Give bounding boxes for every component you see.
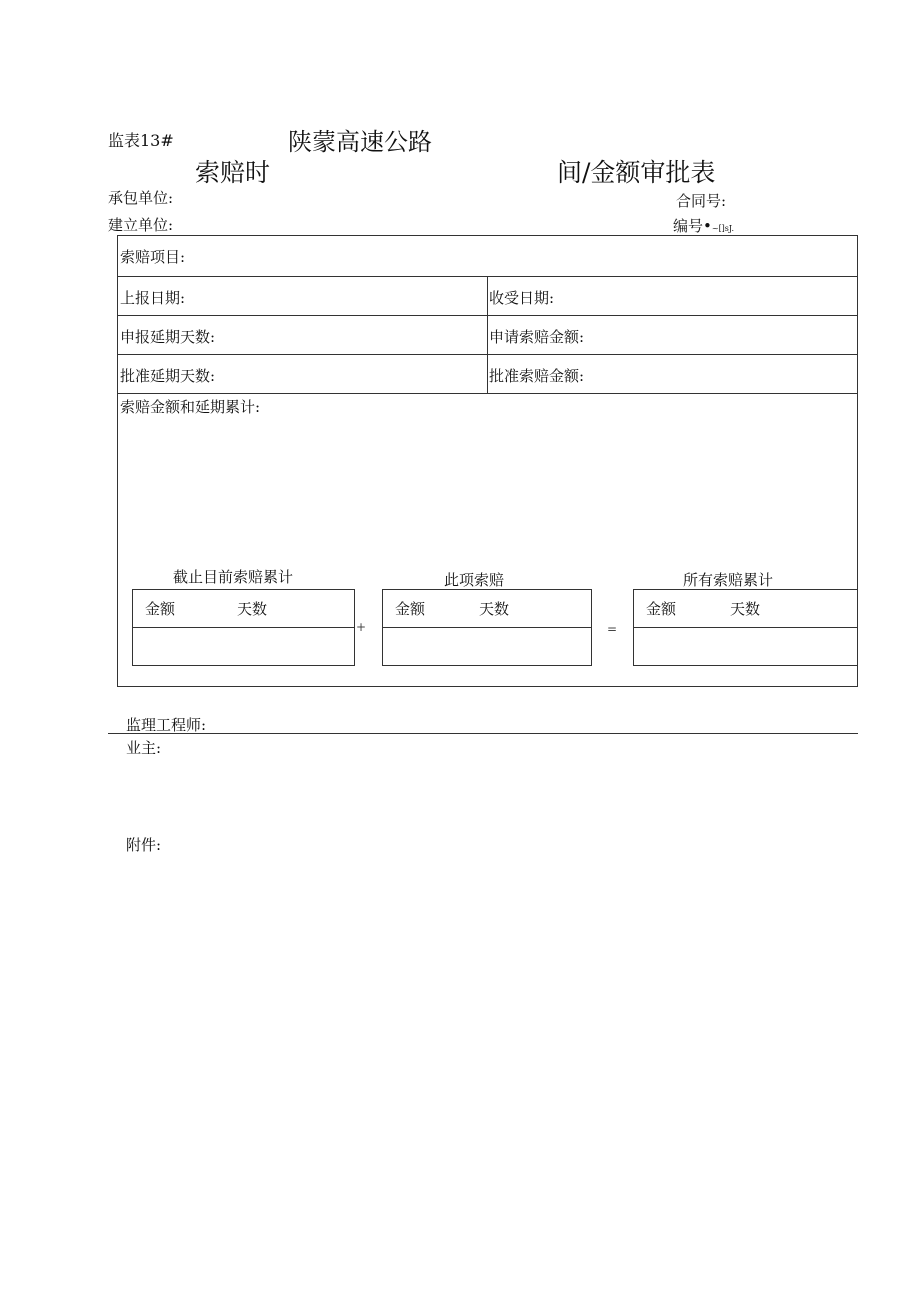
- builder-label: 建立单位:: [108, 216, 174, 234]
- project-name: 陕蒙高速公路: [288, 128, 432, 156]
- approve-days-label: 批准延期天数:: [120, 367, 216, 385]
- cumulative-to-date-box: [132, 589, 355, 666]
- equals-sign: =: [607, 622, 618, 636]
- amount-label: 金额: [145, 600, 176, 618]
- this-claim-box: [382, 589, 592, 666]
- days-label: 天数: [479, 600, 510, 618]
- apply-row: [118, 316, 857, 355]
- report-date-label: 上报日期:: [120, 289, 186, 307]
- serial-number-text: 编号•: [673, 217, 712, 235]
- days-label: 天数: [730, 600, 761, 618]
- all-claims-title: 所有索赔累计: [683, 571, 774, 589]
- attachment-label: 附件:: [126, 836, 162, 854]
- amount-label: 金额: [646, 600, 677, 618]
- form-number: 监表13#: [108, 131, 174, 150]
- claim-item-label: 索赔项目:: [120, 248, 186, 266]
- serial-number-label: [673, 215, 734, 236]
- column-divider: [487, 277, 488, 315]
- plus-sign: +: [356, 620, 367, 634]
- apply-amount-label: 申请索赔金额:: [489, 328, 585, 346]
- this-claim-title: 此项索赔: [444, 571, 505, 589]
- column-divider: [487, 316, 488, 354]
- cumulative-to-date-title: 截止目前索赔累计: [173, 568, 294, 586]
- column-divider: [487, 355, 488, 393]
- contract-number-label: 合同号:: [676, 192, 727, 210]
- amount-label: 金额: [395, 600, 426, 618]
- box-header: [133, 590, 354, 628]
- box-header: [383, 590, 591, 628]
- owner-label: 业主:: [126, 739, 162, 757]
- engineer-label: 监理工程师:: [126, 716, 207, 734]
- summary-label: 索赔金额和延期累计:: [120, 398, 261, 416]
- all-claims-box: [633, 589, 857, 666]
- claim-approval-table: [117, 235, 858, 687]
- serial-number-small: ~[]sJ.: [711, 224, 735, 233]
- approve-amount-label: 批准索赔金额:: [489, 367, 585, 385]
- contractor-label: 承包单位:: [108, 189, 174, 207]
- approve-row: [118, 355, 857, 394]
- form-title-part1: 索赔时: [195, 158, 271, 187]
- days-label: 天数: [237, 600, 268, 618]
- claim-item-row: [118, 236, 857, 277]
- date-row: [118, 277, 857, 316]
- signature-divider: [108, 733, 858, 734]
- receive-date-label: 收受日期:: [489, 289, 555, 307]
- box-header: [634, 590, 857, 628]
- apply-days-label: 申报延期天数:: [120, 328, 216, 346]
- form-title-part2: 间/金额审批表: [557, 158, 716, 187]
